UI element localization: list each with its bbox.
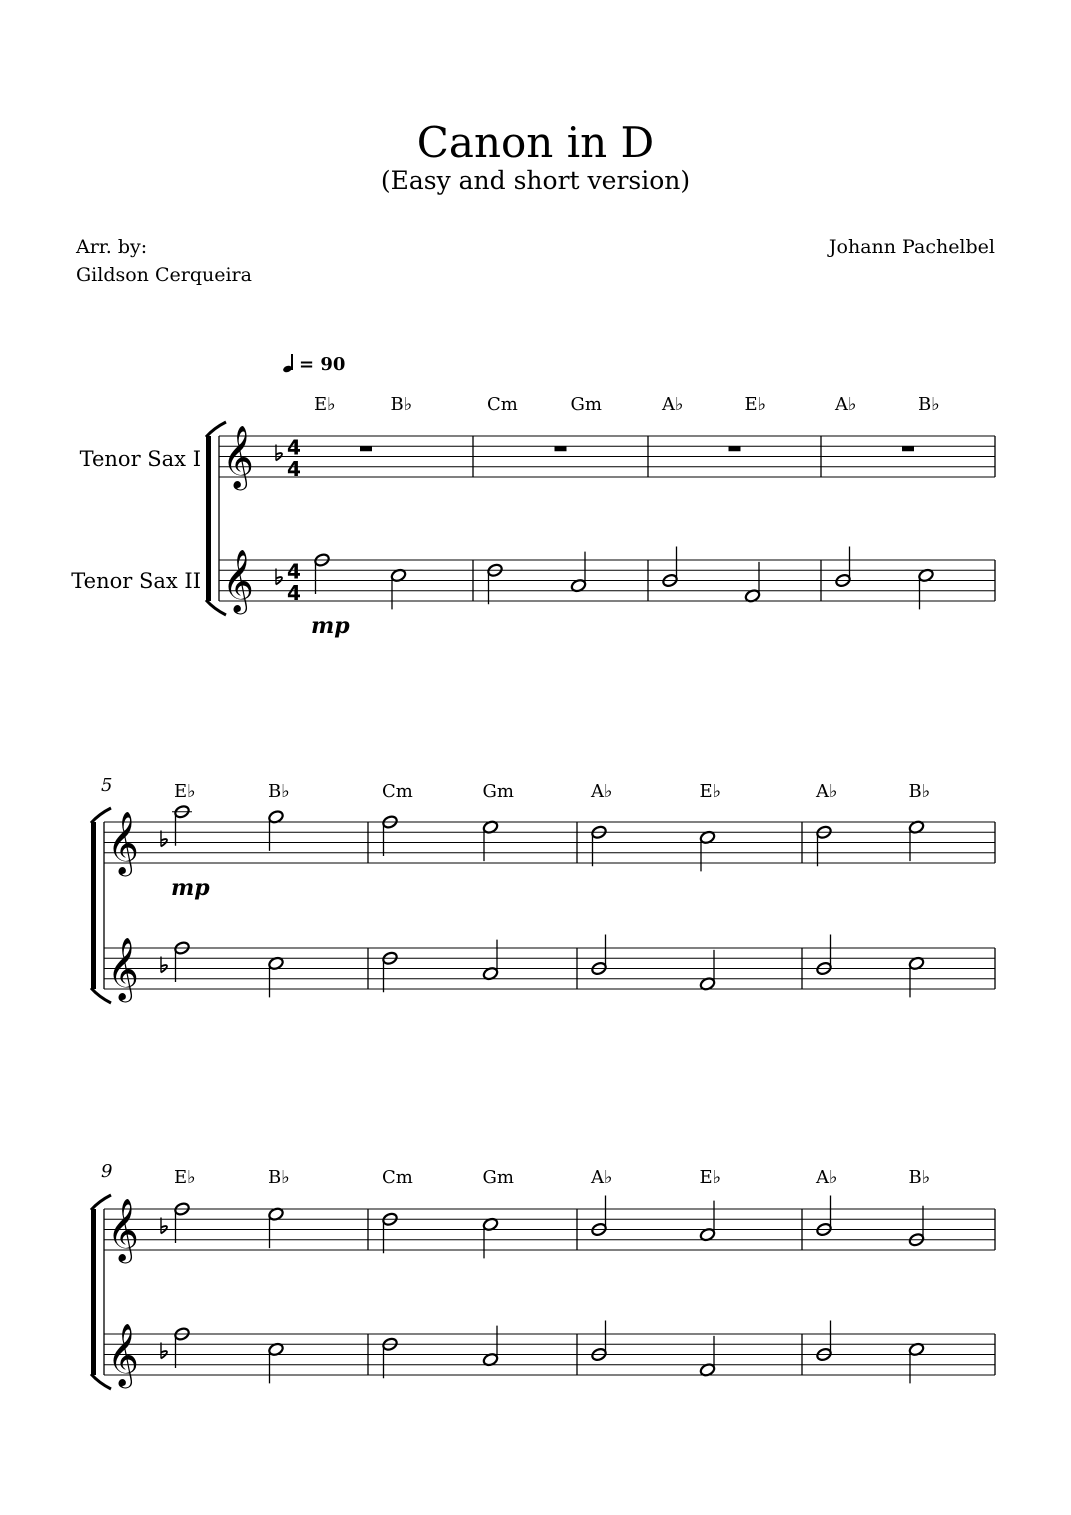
treble-clef-icon: 𝄞 bbox=[107, 810, 139, 874]
half-note bbox=[172, 804, 192, 845]
half-note bbox=[382, 951, 399, 992]
whole-rest-icon bbox=[729, 446, 741, 451]
chord-symbol: B♭ bbox=[908, 781, 931, 802]
key-signature-flat-icon bbox=[276, 569, 282, 585]
chord-symbol: B♭ bbox=[390, 394, 413, 415]
half-note bbox=[174, 1327, 191, 1368]
half-note bbox=[268, 956, 285, 997]
half-note bbox=[591, 935, 608, 976]
chord-symbol: B♭ bbox=[918, 394, 940, 415]
half-note bbox=[591, 825, 608, 866]
half-note bbox=[382, 815, 399, 856]
arranger-label: Arr. by: bbox=[76, 236, 148, 258]
key-signature-flat-icon bbox=[161, 1218, 167, 1234]
chord-symbol: B♭ bbox=[268, 1167, 290, 1188]
chord-symbol: Cm bbox=[382, 1167, 413, 1188]
staff-sax1 bbox=[104, 1209, 995, 1250]
half-note bbox=[908, 1342, 925, 1383]
half-note bbox=[918, 568, 935, 609]
chord-symbol: Cm bbox=[487, 394, 518, 415]
whole-rest-icon bbox=[902, 446, 914, 451]
half-note bbox=[482, 1326, 499, 1367]
arranger-name: Gildson Cerqueira bbox=[76, 264, 252, 286]
measure-number: 5 bbox=[101, 775, 113, 796]
chord-symbol: E♭ bbox=[744, 394, 767, 415]
chord-symbol: A♭ bbox=[816, 781, 838, 802]
staff-sax2 bbox=[104, 1334, 995, 1375]
staff-sax1 bbox=[104, 822, 995, 863]
half-note bbox=[482, 820, 499, 861]
half-note bbox=[816, 1196, 833, 1237]
staff-sax2 bbox=[104, 948, 995, 989]
key-signature-flat-icon bbox=[276, 445, 282, 461]
bracket-bar bbox=[91, 822, 96, 989]
bracket-bar bbox=[206, 436, 211, 601]
half-note bbox=[268, 809, 285, 850]
key-signature-flat-icon bbox=[161, 957, 167, 973]
chord-symbol: Gm bbox=[482, 781, 514, 802]
score-title: Canon in D bbox=[416, 118, 655, 167]
chord-symbol: A♭ bbox=[816, 1167, 838, 1188]
half-note bbox=[699, 1201, 716, 1242]
composer-name: Johann Pachelbel bbox=[828, 236, 995, 258]
half-note bbox=[174, 941, 191, 982]
whole-rest-icon bbox=[360, 446, 372, 451]
treble-clef-icon: 𝄞 bbox=[107, 1322, 139, 1386]
half-note bbox=[662, 547, 679, 588]
chord-symbol: Gm bbox=[482, 1167, 514, 1188]
bracket-bar bbox=[91, 1209, 96, 1375]
dynamic-mp-sax2: mp bbox=[311, 613, 350, 639]
chord-symbol: A♭ bbox=[591, 1167, 613, 1188]
chord-symbol: B♭ bbox=[268, 781, 290, 802]
half-note bbox=[908, 1206, 925, 1247]
chord-symbol: A♭ bbox=[835, 394, 857, 415]
half-note bbox=[382, 1337, 399, 1378]
chord-symbol: Cm bbox=[382, 781, 413, 802]
half-note bbox=[699, 1336, 716, 1377]
half-note bbox=[816, 935, 833, 976]
half-note bbox=[816, 1321, 833, 1362]
half-note bbox=[699, 950, 716, 991]
instrument-label-sax2: Tenor Sax II bbox=[71, 569, 201, 593]
half-note bbox=[591, 1321, 608, 1362]
chord-symbol: A♭ bbox=[662, 394, 684, 415]
instrument-label-sax1: Tenor Sax I bbox=[79, 447, 201, 471]
half-note bbox=[744, 562, 761, 603]
treble-clef-icon: 𝄞 bbox=[222, 424, 254, 488]
time-signature-bottom: 4 bbox=[287, 457, 301, 481]
half-note bbox=[487, 563, 504, 604]
half-note bbox=[268, 1342, 285, 1383]
chord-symbol: Gm bbox=[570, 394, 602, 415]
staff-sax1 bbox=[219, 436, 995, 477]
chord-symbol: E♭ bbox=[314, 394, 336, 415]
half-note bbox=[314, 553, 331, 594]
tempo-text: = 90 bbox=[299, 354, 346, 375]
chord-symbol: B♭ bbox=[908, 1167, 931, 1188]
half-note bbox=[699, 830, 716, 871]
half-note bbox=[390, 568, 407, 609]
half-note bbox=[268, 1207, 285, 1248]
treble-clef-icon: 𝄞 bbox=[107, 1197, 139, 1261]
time-signature-bottom: 4 bbox=[287, 581, 301, 605]
staff-sax2 bbox=[219, 560, 995, 601]
measure-number: 9 bbox=[101, 1161, 113, 1182]
half-note bbox=[835, 547, 852, 588]
chord-symbol: E♭ bbox=[174, 1167, 196, 1188]
half-note bbox=[482, 940, 499, 981]
half-note bbox=[908, 956, 925, 997]
half-note bbox=[591, 1196, 608, 1237]
chord-symbol: E♭ bbox=[699, 781, 722, 802]
chord-symbol: E♭ bbox=[174, 781, 196, 802]
half-note bbox=[174, 1202, 191, 1243]
whole-rest-icon bbox=[555, 446, 567, 451]
time-signature-top: 4 bbox=[287, 559, 301, 584]
treble-clef-icon: 𝄞 bbox=[222, 548, 254, 612]
half-note bbox=[482, 1217, 499, 1258]
treble-clef-icon: 𝄞 bbox=[107, 936, 139, 1000]
key-signature-flat-icon bbox=[161, 1343, 167, 1359]
chord-symbol: A♭ bbox=[591, 781, 613, 802]
score-subtitle: (Easy and short version) bbox=[380, 166, 691, 195]
time-signature-top: 4 bbox=[287, 435, 301, 460]
half-note bbox=[816, 825, 833, 866]
half-note bbox=[908, 820, 925, 861]
key-signature-flat-icon bbox=[161, 831, 167, 847]
dynamic-mp-sax1: mp bbox=[171, 875, 210, 901]
half-note bbox=[570, 552, 587, 593]
half-note bbox=[382, 1212, 399, 1253]
chord-symbol: E♭ bbox=[699, 1167, 722, 1188]
